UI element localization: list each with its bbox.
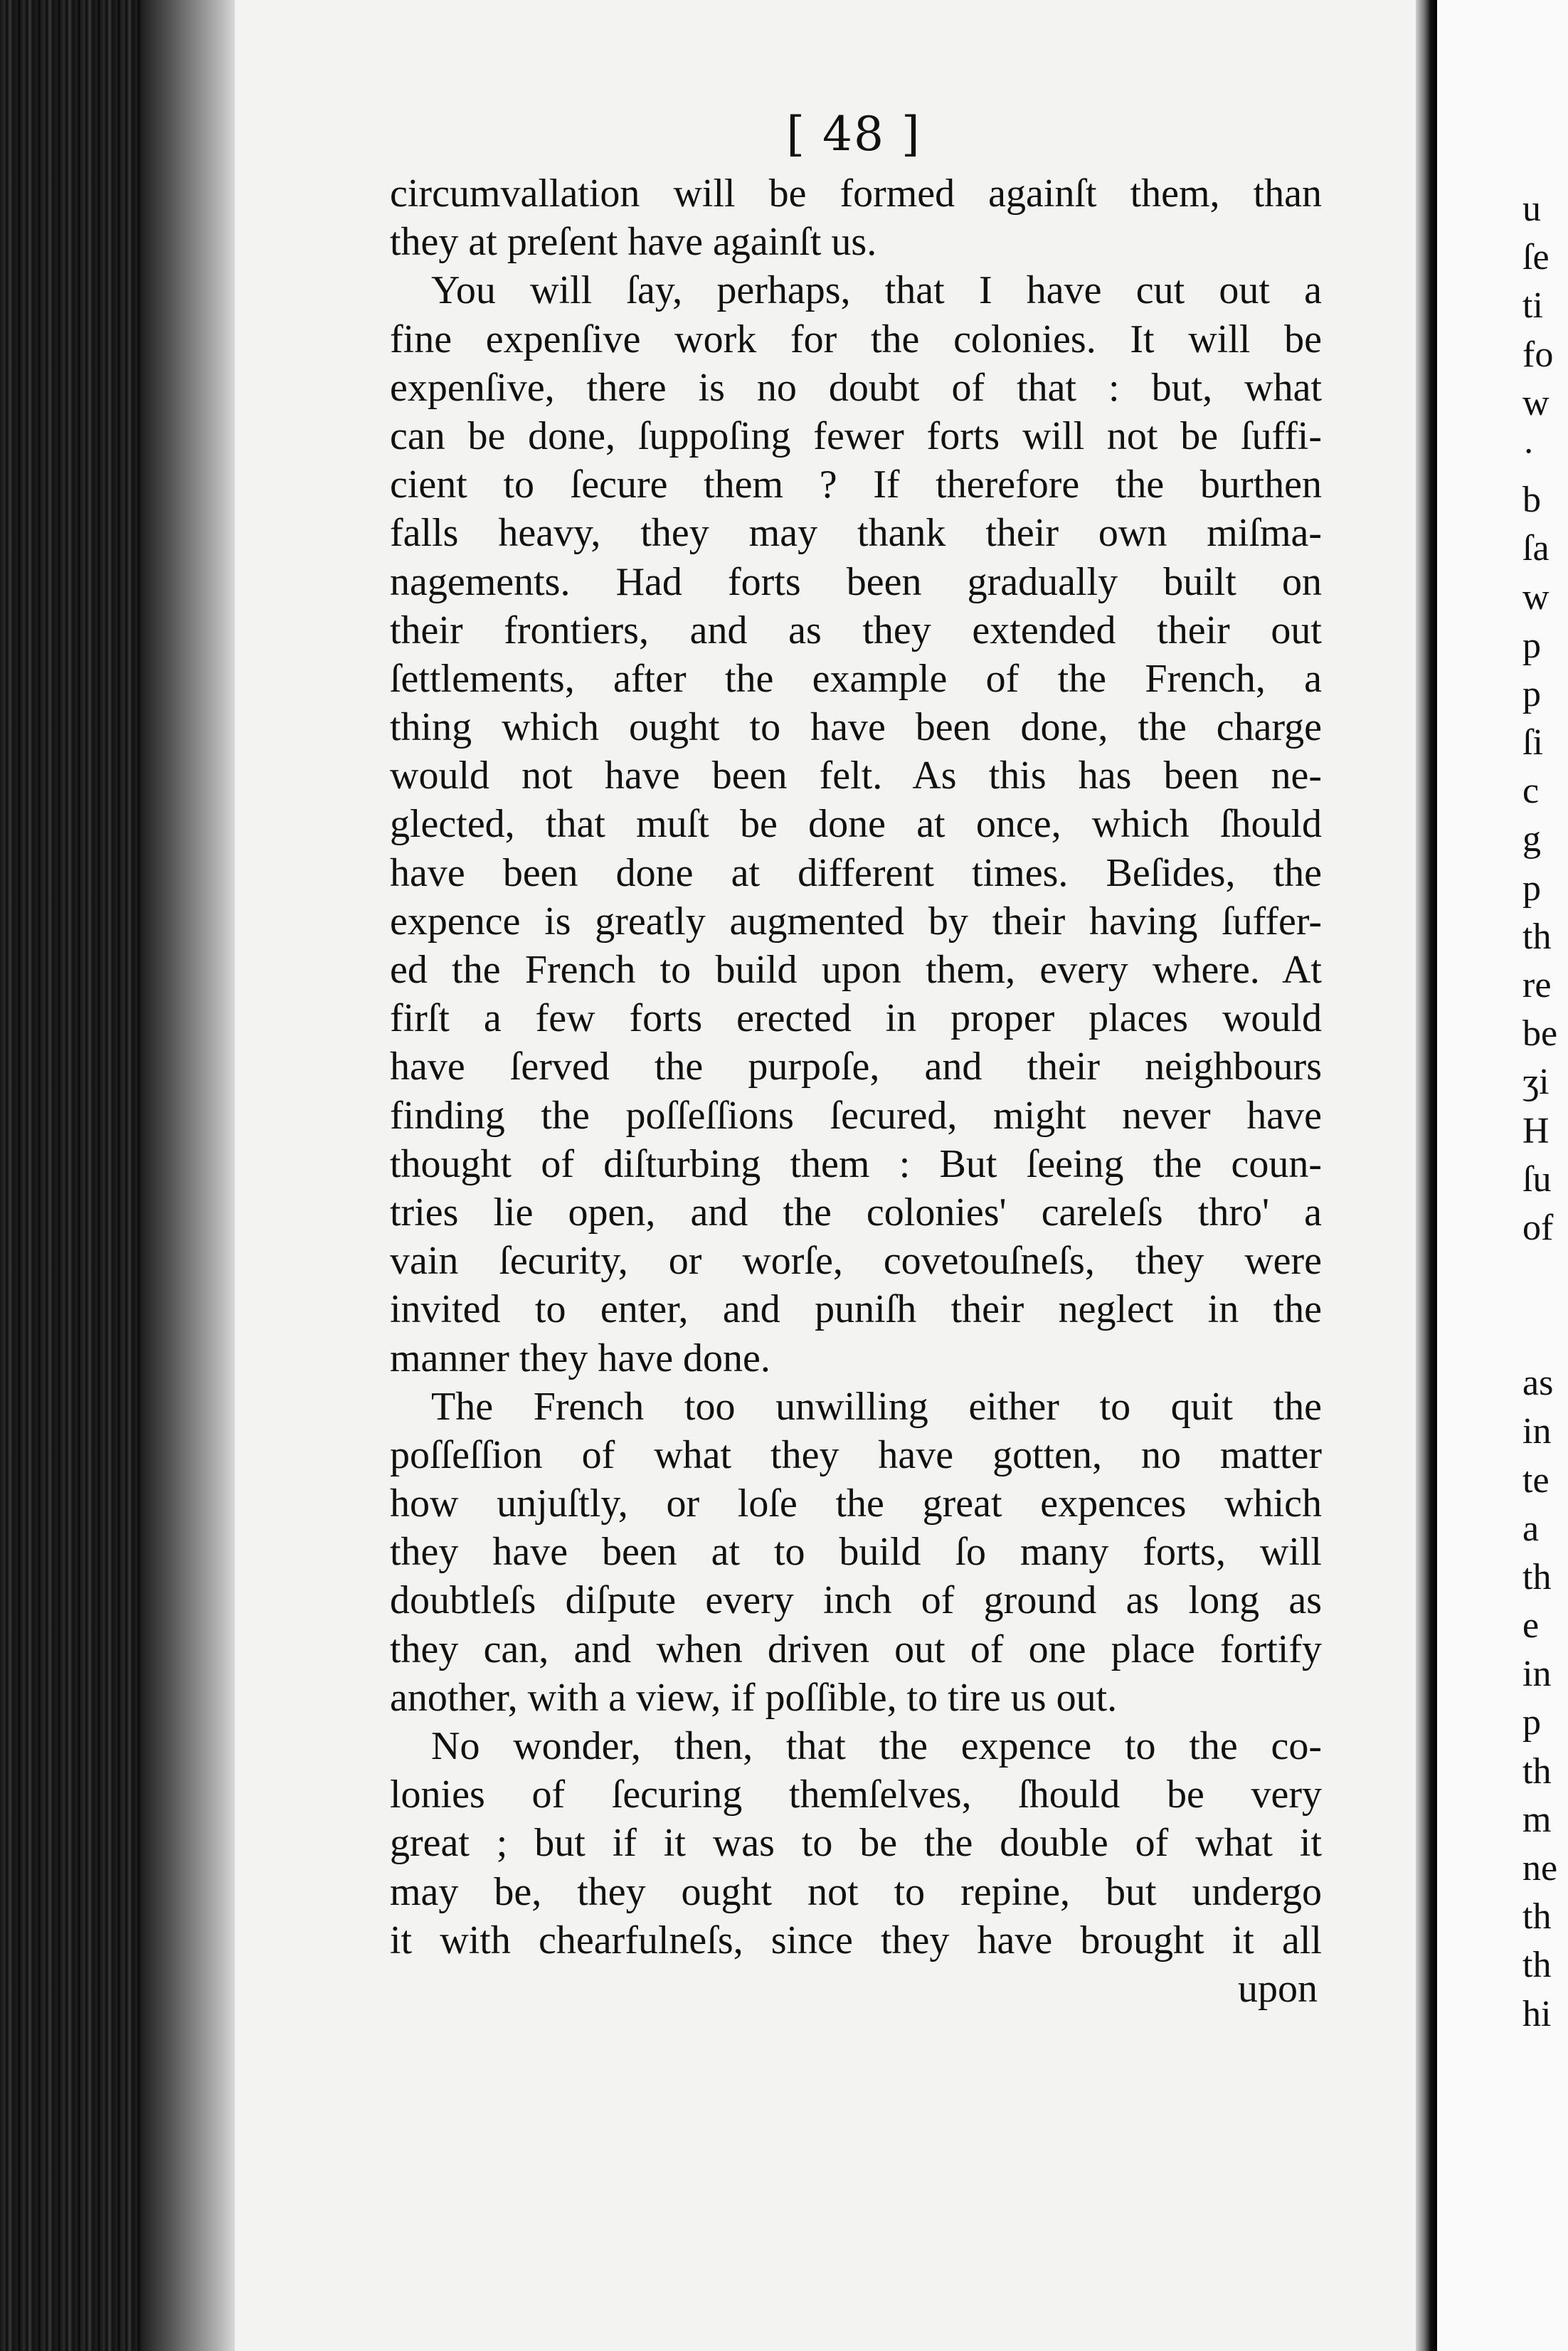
text-line: vain ſecurity, or worſe, covetouſneſs, they were: [390, 1239, 1322, 1284]
next-page-fragment: in: [1522, 1411, 1552, 1452]
next-page-fragment: be: [1522, 1013, 1558, 1055]
body-text: [390, 169, 1322, 2013]
next-page-fragment: e: [1522, 1605, 1540, 1647]
text-line: tries lie open, and the colonies' careleſs thro' a: [390, 1190, 1322, 1235]
text-line: lonies of ſecuring themſelves, ſhould be very: [390, 1773, 1322, 1817]
text-line: poſſeſſion of what they have gotten, no matter: [390, 1432, 1322, 1477]
text-line: it with chearfulneſs, since they have brought it all: [390, 1918, 1322, 1962]
catchword: upon: [1238, 1966, 1318, 2011]
next-page-fragment: th: [1522, 1556, 1552, 1597]
next-page-fragment: te: [1522, 1459, 1550, 1501]
next-page-fragment: th: [1522, 1896, 1552, 1938]
text-line: have been done at different times. Beſides, the: [390, 850, 1322, 895]
text-line: ed the French to build upon them, every where. At: [390, 948, 1322, 992]
text-line: great ; but if it was to be the double of what it: [390, 1821, 1322, 1866]
next-page-fragment: ſa: [1522, 528, 1550, 569]
next-page-text-fragments: [1522, 185, 1568, 2039]
next-page-fragment: ti: [1522, 285, 1543, 327]
text-line: thought of diſturbing them : But ſeeing the coun-: [390, 1141, 1322, 1186]
text-line: circumvallation will be formed againſt them, than: [390, 171, 1322, 216]
text-line: thing which ought to have been done, the charge: [390, 705, 1322, 750]
text-line: may be, they ought not to repine, but undergo: [390, 1869, 1322, 1914]
text-line: invited to enter, and puniſh their neglect in the: [390, 1287, 1322, 1332]
next-page-fragment: as: [1522, 1363, 1554, 1404]
next-page-fragment: p: [1522, 625, 1541, 666]
next-page-fragment: p: [1522, 1702, 1541, 1743]
text-line: finding the poſſeſſions ſecured, might never have: [390, 1093, 1322, 1138]
next-page-fragment: ʒi: [1522, 1062, 1550, 1103]
next-page-fragment: th: [1522, 1945, 1552, 1986]
next-page-fragment: th: [1522, 1750, 1552, 1792]
next-page-fragment: fo: [1522, 334, 1554, 375]
next-page-fragment: ne: [1522, 1848, 1558, 1888]
text-line: would not have been felt. As this has been ne-: [390, 754, 1322, 798]
text-line: fine expenſive work for the colonies. It will be: [390, 317, 1322, 361]
next-page-fragment: b: [1522, 480, 1541, 521]
next-page-fragment: of: [1522, 1207, 1554, 1248]
text-line: expence is greatly augmented by their having ſuffer-: [390, 899, 1322, 944]
text-line: You will ſay, perhaps, that I have cut out a: [431, 268, 1322, 313]
next-page-fragment: re: [1522, 965, 1552, 1005]
next-page-fragment: w: [1522, 382, 1550, 423]
next-page-fragment: in: [1522, 1654, 1552, 1695]
next-page-fragment: p: [1522, 867, 1541, 909]
next-page-fragment: hi: [1522, 1993, 1552, 2034]
next-page-fragment: m: [1522, 1799, 1552, 1840]
text-line: expenſive, there is no doubt of that : but, what: [390, 365, 1322, 410]
text-line: firſt a few forts erected in proper places would: [390, 996, 1322, 1041]
next-page-fragment: a: [1522, 1508, 1540, 1549]
page-number: [ 48 ]: [786, 107, 921, 162]
text-line: nagements. Had forts been gradually built on: [390, 559, 1322, 604]
next-page-fragment: ſi: [1522, 722, 1543, 764]
text-line: they at preſent have againſt us.: [390, 220, 877, 265]
next-page-fragment: th: [1522, 916, 1552, 957]
text-line: glected, that muſt be done at once, which ſhould: [390, 802, 1322, 847]
text-line: how unjuſtly, or loſe the great expences which: [390, 1481, 1322, 1526]
next-page-fragment: ·: [1522, 430, 1535, 472]
text-line: The French too unwilling either to quit the: [431, 1384, 1322, 1429]
next-page-fragment: u: [1522, 189, 1541, 229]
next-page-fragment: g: [1522, 819, 1541, 860]
text-line: No wonder, then, that the expence to the co-: [431, 1724, 1322, 1768]
text-line: ſettlements, after the example of the French, a: [390, 656, 1322, 701]
text-line: cient to ſecure them ? If therefore the burthen: [390, 463, 1322, 507]
next-page-fragment: ſu: [1522, 1158, 1552, 1200]
next-page-fragment: p: [1522, 673, 1541, 714]
page-stack-edge: [142, 0, 235, 2351]
next-page-fragment: c: [1522, 771, 1540, 812]
text-line: falls heavy, they may thank their own miſma-: [390, 511, 1322, 556]
text-line: doubtleſs diſpute every inch of ground as long as: [390, 1578, 1322, 1623]
text-line: manner they have done.: [390, 1336, 770, 1380]
text-line: they have been at to build ſo many forts, will: [390, 1530, 1322, 1575]
text-line: another, with a view, if poſſible, to tire us out.: [390, 1675, 1118, 1720]
text-line: have ſerved the purpoſe, and their neighbours: [390, 1045, 1322, 1089]
text-line: can be done, ſuppoſing fewer forts will not be ſuffi-: [390, 413, 1322, 458]
text-line: they can, and when driven out of one place fortify: [390, 1627, 1322, 1671]
next-page-fragment: w: [1522, 576, 1550, 618]
next-page-fragment: ſe: [1522, 237, 1550, 278]
next-page-fragment-group: [1522, 1359, 1568, 2039]
next-page-fragment: H: [1522, 1110, 1550, 1151]
page-divider: [1416, 0, 1437, 2351]
text-line: their frontiers, and as they extended their out: [390, 608, 1322, 653]
